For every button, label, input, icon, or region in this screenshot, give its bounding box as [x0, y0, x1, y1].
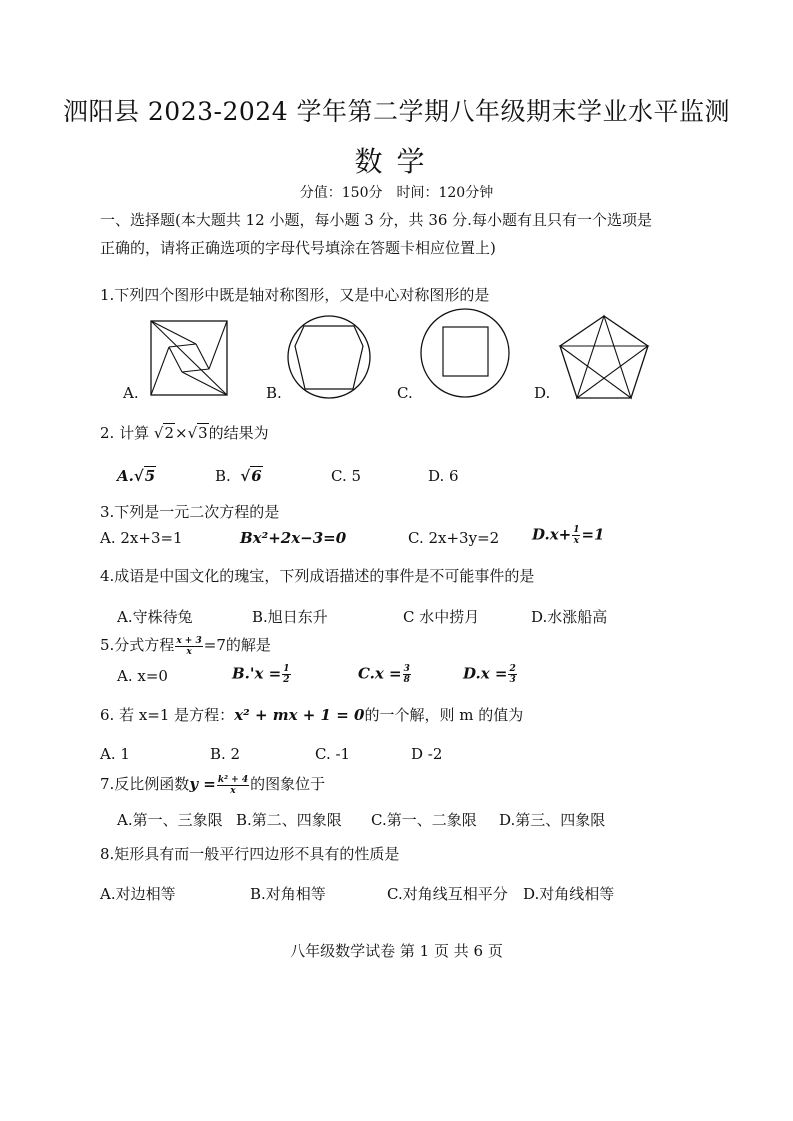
q7-stem: 7.反比例函数y = $\frac{\text{k² + 4}}{x}$ 的图象位于: [100, 774, 326, 796]
q8-option-d: D.对角线相等: [523, 885, 615, 903]
q7-option-c: C.第一、二象限: [371, 811, 477, 829]
q8-option-c: C.对角线互相平分: [387, 885, 508, 903]
q8-option-b: B.对角相等: [250, 885, 326, 903]
q4-option-c: C 水中捞月: [403, 608, 480, 626]
q2-stem: 2. 计算 √2×√3的结果为: [100, 424, 269, 442]
q5-option-a: A. x=0: [117, 667, 168, 685]
exam-title: 泗阳县 2023-2024 学年第二学期八年级期末学业水平监测: [62, 97, 731, 126]
score-time: 分值：150分 时间：120分钟: [299, 185, 494, 201]
subject-title: 数学: [354, 145, 439, 178]
q3-option-d: D.x+ $\frac{1}{x}$ =1: [532, 525, 605, 546]
q7-option-a: A.第一、三象限: [117, 811, 223, 829]
q4-option-d: D.水涨船高: [531, 608, 608, 626]
q5-option-d: D.x = $\frac{2}{3}$: [463, 664, 516, 685]
q2-option-a: A.√5: [117, 467, 156, 485]
page-footer: 八年级数学试卷 第 1 页 共 6 页: [290, 942, 503, 960]
q3-option-a: A. 2x+3=1: [100, 529, 183, 547]
q6-option-c: C. -1: [315, 745, 351, 763]
q4-option-b: B.旭日东升: [252, 608, 328, 626]
q2-option-c: C. 5: [331, 467, 362, 485]
q5-stem: 5.分式方程 $\frac{x + 3}{x}$ =7的解是: [100, 635, 271, 657]
q2-option-d: D. 6: [428, 467, 459, 485]
q6-option-a: A. 1: [100, 745, 130, 763]
q8-option-a: A.对边相等: [100, 885, 176, 903]
q7-option-b: B.第二、四象限: [236, 811, 342, 829]
figure-b-circle-trapezoid: [285, 313, 373, 401]
q8-stem: 8.矩形具有而一般平行四边形不具有的性质是: [100, 845, 400, 863]
q1-label-a: A.: [123, 384, 139, 402]
q3-option-b: Bx²+2x−3=0: [240, 529, 347, 547]
q3-option-c: C. 2x+3y=2: [408, 529, 500, 547]
q2-stem-suffix: 的结果为: [208, 424, 269, 442]
figure-d-pentagon-star: [556, 312, 652, 402]
q5-option-b: B.'x = $\frac{1}{2}$: [232, 664, 290, 685]
q4-option-a: A.守株待兔: [117, 608, 193, 626]
section-heading-line1: 一、选择题(本大题共 12 小题，每小题 3 分，共 36 分.每小题有且只有一个选项是: [100, 211, 652, 229]
q5-fraction: $\frac{x + 3}{x}$: [176, 635, 202, 657]
q5-option-c: C.x = $\frac{3}{8}$: [358, 664, 410, 685]
q1-label-c: C.: [397, 384, 413, 402]
q7-option-d: D.第三、四象限: [499, 811, 606, 829]
figure-c-circle-square: [418, 306, 512, 400]
q2-option-b: B. √6: [215, 467, 262, 485]
q4-stem: 4.成语是中国文化的瑰宝，下列成语描述的事件是不可能事件的是: [100, 567, 535, 585]
q1-stem: 1.下列四个图形中既是轴对称图形，又是中心对称图形的是: [100, 286, 490, 304]
sqrt-3: √3: [187, 424, 208, 442]
q1-label-b: B.: [266, 384, 282, 402]
q2-stem-prefix: 2. 计算: [100, 424, 150, 442]
q6-option-d: D -2: [411, 745, 443, 763]
q3-stem: 3.下列是一元二次方程的是: [100, 503, 280, 521]
q1-label-d: D.: [534, 384, 551, 402]
q6-stem: 6. 若 x=1 是方程：x² + mx + 1 = 0的一个解，则 m 的值为: [100, 706, 524, 724]
q6-option-b: B. 2: [210, 745, 241, 763]
figure-a-square-pinwheel: [148, 318, 230, 398]
q7-fraction: $\frac{\text{k² + 4}}{x}$: [217, 774, 249, 796]
section-heading-line2: 正确的，请将正确选项的字母代号填涂在答题卡相应位置上): [100, 239, 496, 257]
sqrt-2: √2: [153, 424, 174, 442]
